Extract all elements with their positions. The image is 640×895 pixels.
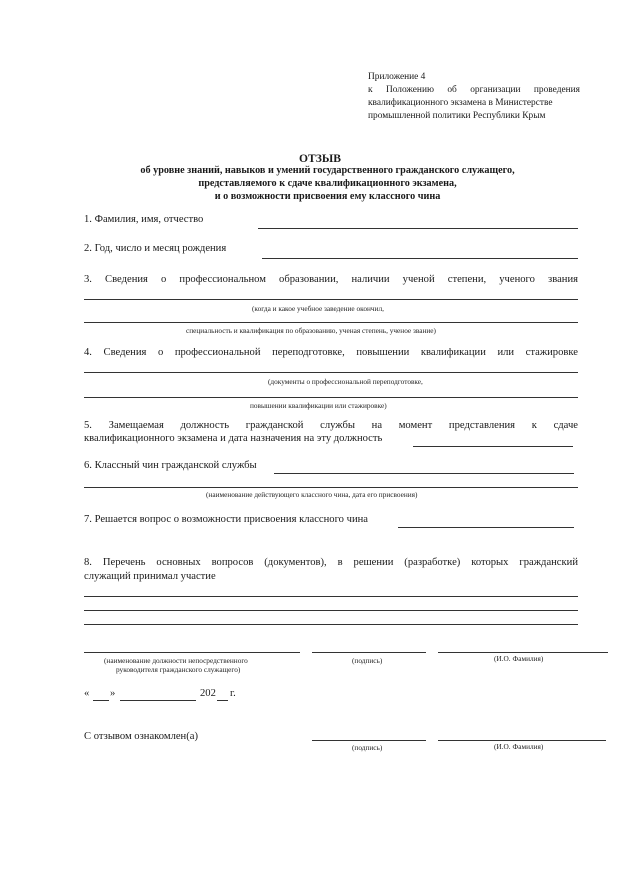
document-subtitle (80, 164, 575, 203)
item-6-field-1[interactable] (274, 473, 574, 474)
date-suffix: г. (230, 688, 236, 699)
item-3-field-1[interactable] (84, 299, 578, 300)
acquainted-name-caption: (И.О. Фамилия) (494, 742, 544, 751)
subtitle-line-3: и о возможности присвоения ему классного чина (214, 191, 441, 202)
item-4-caption-2: повышении квалификации или стажировке) (250, 401, 387, 410)
item-8-field-3[interactable] (84, 624, 578, 625)
item-4-text: 4. Сведения о профессиональной переподготовке, повышении квалификации или стажировке (84, 347, 578, 358)
document-title: ОТЗЫВ (299, 152, 341, 165)
item-5-field[interactable] (413, 446, 573, 447)
appendix-line-3: квалификационного экзамена в Министерстве (368, 98, 553, 108)
subtitle-line-1: об уровне знаний, навыков и умений государственного гражданского служащего, (140, 165, 515, 176)
acquainted-name-field[interactable] (438, 740, 606, 741)
sign-caption: (подпись) (352, 656, 383, 665)
item-8-label-line-2: служащий принимал участие (84, 571, 216, 582)
item-4-label (84, 347, 578, 358)
item-8-text-1: 8. Перечень основных вопросов (документов), в решении (разработке) которых гражданский (84, 557, 578, 568)
position-caption-2: руководителя гражданского служащего) (116, 665, 241, 674)
item-4-field-2[interactable] (84, 397, 578, 398)
item-5-label-line-1 (84, 420, 578, 431)
item-2-field[interactable] (262, 258, 578, 259)
acquainted-sign-caption: (подпись) (352, 743, 383, 752)
item-8-label-line-1 (84, 557, 578, 568)
appendix-line-4: промышленной политики Республики Крым (368, 111, 546, 121)
item-6-field-2[interactable] (84, 487, 578, 488)
item-1-field[interactable] (258, 228, 578, 229)
date-year-field[interactable] (217, 700, 228, 701)
item-8-field-1[interactable] (84, 596, 578, 597)
date-year: 202 (200, 688, 216, 699)
acquainted-label: С отзывом ознакомлен(а) (84, 731, 198, 742)
supervisor-position-field[interactable] (84, 652, 300, 653)
item-5-text-1: 5. Замещаемая должность гражданской службы на момент представления к сдаче (84, 420, 578, 431)
appendix-note (368, 71, 580, 123)
item-1-label: 1. Фамилия, имя, отчество (84, 214, 204, 225)
item-3-caption-1: (когда и какое учебное заведение окончил, (252, 304, 384, 313)
name-caption: (И.О. Фамилия) (494, 654, 544, 663)
item-6-caption: (наименование действующего классного чина, дата его присвоения) (206, 490, 418, 499)
acquainted-sign-field[interactable] (312, 740, 426, 741)
item-7-label: 7. Решается вопрос о возможности присвоения классного чина (84, 514, 368, 525)
item-3-text: 3. Сведения о профессиональном образовании, наличии ученой степени, ученого звания (84, 274, 578, 285)
supervisor-sign-field[interactable] (312, 652, 426, 653)
item-7-field[interactable] (398, 527, 574, 528)
item-3-label (84, 274, 578, 285)
date-day-field[interactable] (93, 700, 109, 701)
subtitle-line-2: представляемого к сдаче квалификационного экзамена, (198, 178, 457, 189)
date-month-field[interactable] (120, 700, 196, 701)
item-6-label: 6. Классный чин гражданской службы (84, 460, 257, 471)
item-2-label: 2. Год, число и месяц рождения (84, 243, 227, 254)
item-3-field-2[interactable] (84, 322, 578, 323)
item-8-field-2[interactable] (84, 610, 578, 611)
supervisor-name-field[interactable] (438, 652, 608, 653)
date-open-quote: « (84, 688, 90, 699)
appendix-line-2: к Положению об организации проведения (368, 85, 580, 95)
item-4-field-1[interactable] (84, 372, 578, 373)
item-3-caption-2: специальность и квалификация по образованию, ученая степень, ученое звание) (186, 326, 436, 335)
item-4-caption-1: (документы о профессиональной переподготовке, (268, 377, 423, 386)
date-close-quote: » (110, 688, 116, 699)
appendix-line-1: Приложение 4 (368, 72, 426, 82)
item-5-label-line-2: квалификационного экзамена и дата назначения на эту должность (84, 433, 383, 444)
position-caption-1: (наименование должности непосредственного (104, 656, 248, 665)
